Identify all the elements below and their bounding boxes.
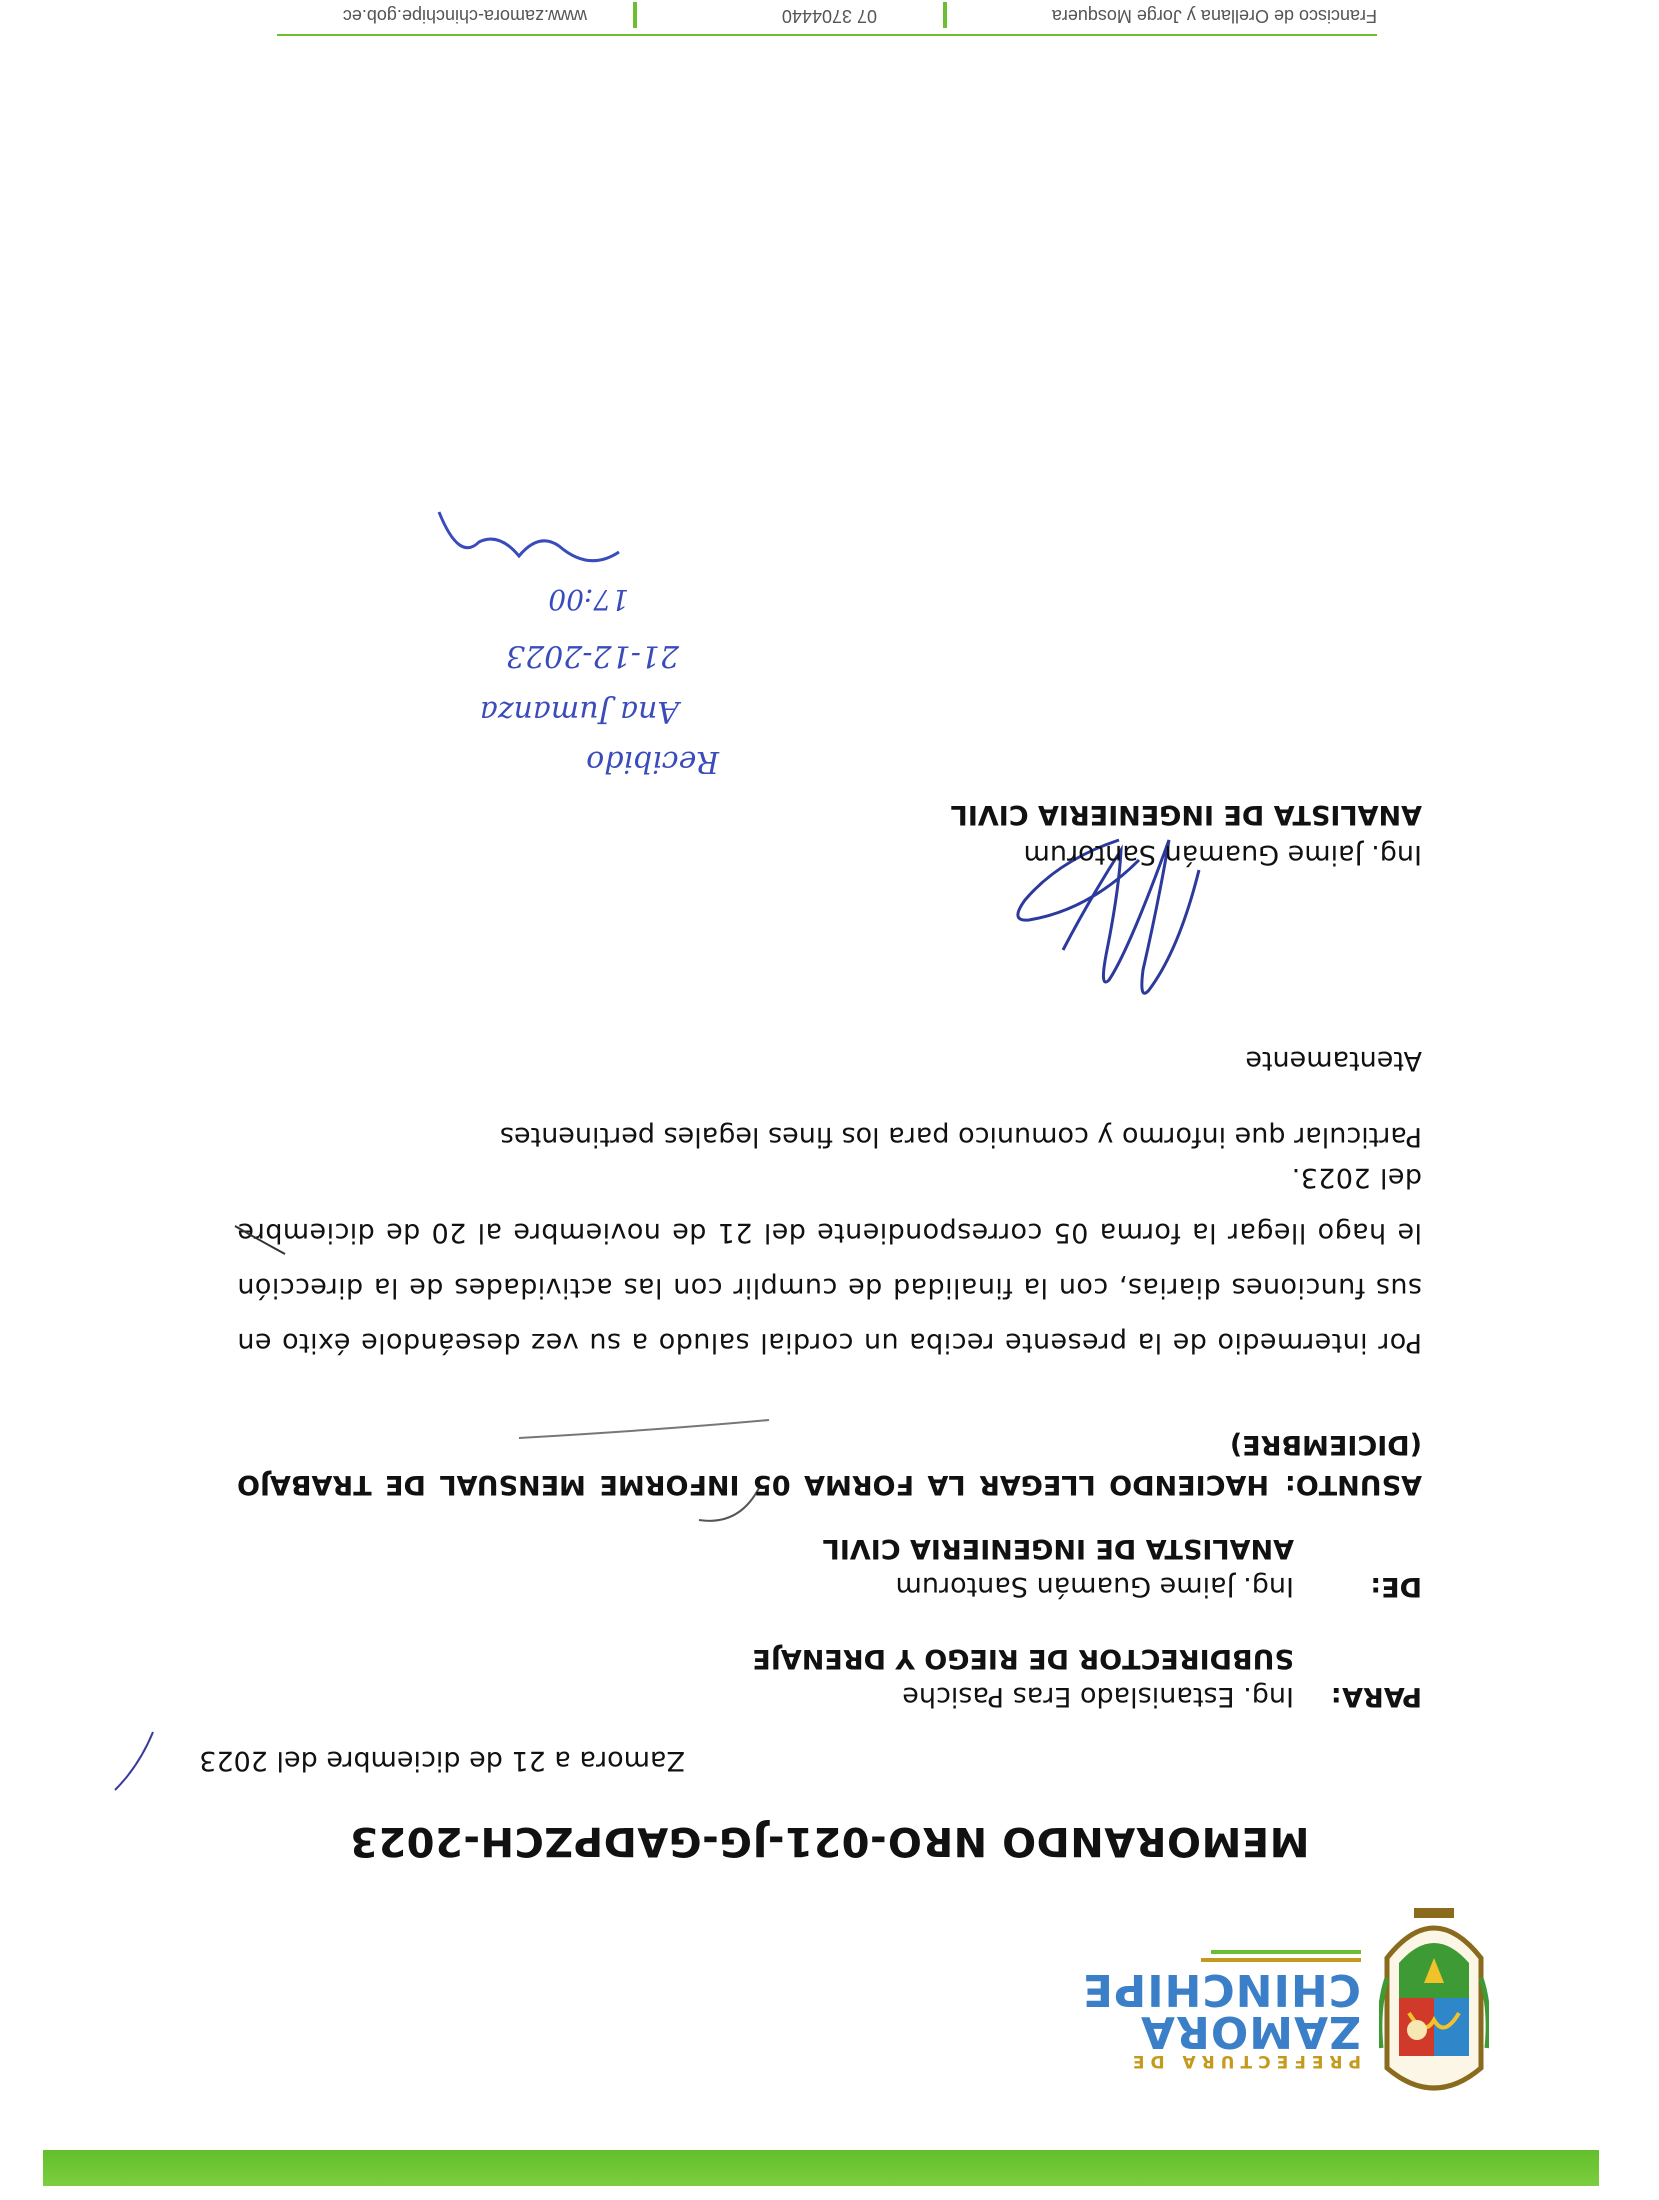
received-line3: 21-12-2023 (506, 638, 679, 673)
asunto-label: ASUNTO: (1284, 1469, 1422, 1500)
para-label: PARA: (1330, 1681, 1422, 1712)
footer-divider (277, 34, 1377, 36)
coat-of-arms-icon (1379, 1898, 1489, 2108)
footer (277, 2, 1377, 28)
brand-underline (1201, 1958, 1361, 1962)
header-green-bar (43, 2150, 1599, 2186)
org-name-line2: CHINCHIPE (1081, 1964, 1361, 2015)
asunto-block (237, 1424, 1422, 1504)
memo-title: MEMORANDO NRO-021-JG-GADPZCH-2023 (349, 1818, 1310, 1864)
signer-name: Ing. Jaime Guamán Santorum (1023, 839, 1422, 870)
footer-website: www.zamora-chinchipe.gob.ec (342, 6, 587, 26)
footer-address: Francisco de Orellana y Jorge Mosquera (1051, 6, 1377, 26)
checkmark-annotation-2 (229, 1220, 289, 1260)
asunto-text: HACIENDO LLEGAR LA FORMA 05 INFORME MENSUAL DE TRABAJO (DICIEMBRE) (237, 1429, 1422, 1500)
de-label: DE: (1370, 1571, 1422, 1602)
footer-separator-2 (633, 2, 637, 28)
para-name: Ing. Estanislado Eras Pasiche (902, 1681, 1294, 1712)
signer-title: ANALISTA DE INGENIERIA CIVIL (950, 799, 1422, 830)
checkmark-annotation (109, 1726, 159, 1796)
received-stamp-handwritten (379, 462, 779, 782)
received-line1: Recibido (586, 744, 719, 779)
memo-closing: Particular que informo y comunico para los fines legales pertinentes (499, 1121, 1422, 1152)
de-title: ANALISTA DE INGENIERIA CIVIL (822, 1533, 1294, 1564)
de-name: Ing. Jaime Guamán Santorum (895, 1571, 1294, 1602)
received-line4: 17:00 (548, 583, 629, 616)
org-name-line1: ZAMORA (1139, 2006, 1361, 2057)
prefectura-logo (689, 1888, 1489, 2108)
received-initials (439, 512, 619, 561)
org-small-label: PREFECTURA DE (1126, 2051, 1361, 2071)
memo-date: Zamora a 21 de diciembre del 2023 (199, 1745, 685, 1776)
brand-underline-green (1211, 1950, 1361, 1954)
memo-salutation: Atentamente (1245, 1045, 1422, 1076)
para-title: SUBDIRECTOR DE RIEGO Y DRENAJE (752, 1643, 1294, 1674)
received-line2: Ana Jumanza (479, 694, 679, 729)
footer-separator (943, 2, 947, 28)
footer-phone: 07 3704440 (781, 6, 877, 26)
memo-body: Por intermedio de la presente reciba un cordial saludo a su vez deseándole éxito en sus funciones diarias, con la finalidad de cumplir con las actividades de la dirección le hago llegar la forma 05 correspondiente del 21 de noviembre al 20 de diciembre del 2023. (237, 1162, 1422, 1358)
prefectura-wordmark (1081, 1950, 1361, 2071)
